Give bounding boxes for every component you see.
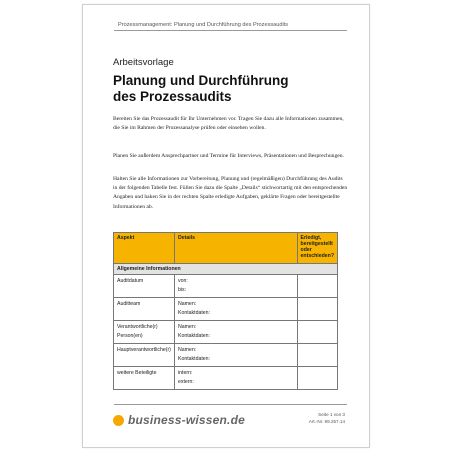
title-line-2: des Prozessaudits xyxy=(113,89,232,104)
running-header: Prozessmanagement: Planung und Durchführung des Prozessaudits xyxy=(118,22,289,28)
row-aspect: Hauptverantwortliche(r) xyxy=(114,344,175,367)
table-header-row xyxy=(114,233,338,264)
row-status-cell[interactable] xyxy=(297,344,337,367)
detail-line: Kontaktdaten: xyxy=(177,333,210,339)
detail-line: Namen: xyxy=(177,324,197,330)
table-row xyxy=(114,344,338,367)
page-number: Seite 1 von 3 xyxy=(318,412,345,417)
section-row xyxy=(114,264,338,275)
detail-line: intern: xyxy=(177,370,193,376)
row-aspect: Auditteam xyxy=(114,298,175,321)
header-status: Erledigt, bereitgestellt oder entschieden? xyxy=(297,233,337,264)
table-row xyxy=(114,298,338,321)
detail-line: bis: xyxy=(177,287,187,293)
row-details[interactable] xyxy=(174,321,297,344)
detail-line: Kontaktdaten: xyxy=(177,310,210,316)
row-details[interactable] xyxy=(174,367,297,390)
table-row xyxy=(114,367,338,390)
footer-logo: business-wissen.de xyxy=(128,413,245,427)
row-aspect: Auditdatum xyxy=(114,275,175,298)
detail-line: Namen: xyxy=(177,301,197,307)
title-line-1: Planung und Durchführung xyxy=(113,73,289,88)
row-details[interactable] xyxy=(174,298,297,321)
header-divider xyxy=(114,30,347,31)
intro-paragraph: Bereiten Sie das Prozessaudit für Ihr Unternehmen vor. Tragen Sie dazu alle Informationen zusammen, die Sie im Rahmen der Prozessanalyse prüfen oder einsehen wollen. xyxy=(113,116,344,132)
detail-line: Kontaktdaten: xyxy=(177,356,210,362)
row-details[interactable] xyxy=(174,344,297,367)
header-details: Details xyxy=(174,233,297,264)
row-status-cell[interactable] xyxy=(297,321,337,344)
row-status-cell[interactable] xyxy=(297,298,337,321)
row-status-cell[interactable] xyxy=(297,367,337,390)
audit-table xyxy=(113,232,338,390)
detail-line: Namen: xyxy=(177,347,197,353)
row-aspect: Verantwortliche(r) Person(en) xyxy=(114,321,175,344)
detail-line: extern: xyxy=(177,379,194,385)
footer-meta xyxy=(300,411,345,425)
article-number: Art.-Nr. 99.257.14 xyxy=(308,419,345,424)
planning-paragraph: Planen Sie außerdem Ansprechpartner und Termine für Interviews, Präsentationen und Besprechungen. xyxy=(113,153,344,159)
instructions-paragraph: Halten Sie alle Informationen zur Vorbereitung, Planung und (regelmäßigen) Durchführung des Audits in der folgenden Tabelle fest. Füllen Sie dazu die Spalte „Details“ stichwortartig mit den entsprechenden Angaben und haken Sie in der rechten Spalte erledigte Aufgaben, geklärte Fragen oder bereitgestellte Informationen ab. xyxy=(113,176,348,210)
document-kicker: Arbeitsvorlage xyxy=(113,57,174,68)
document-title xyxy=(113,73,288,105)
section-title: Allgemeine Informationen xyxy=(114,264,338,275)
row-status-cell[interactable] xyxy=(297,275,337,298)
footer-divider xyxy=(114,404,347,405)
table-row xyxy=(114,321,338,344)
row-details[interactable] xyxy=(174,275,297,298)
detail-line: von: xyxy=(177,278,188,284)
table-row xyxy=(114,275,338,298)
logo-dot-icon xyxy=(113,415,124,426)
row-aspect: weitere Beteiligte xyxy=(114,367,175,390)
header-aspect: Aspekt xyxy=(114,233,175,264)
